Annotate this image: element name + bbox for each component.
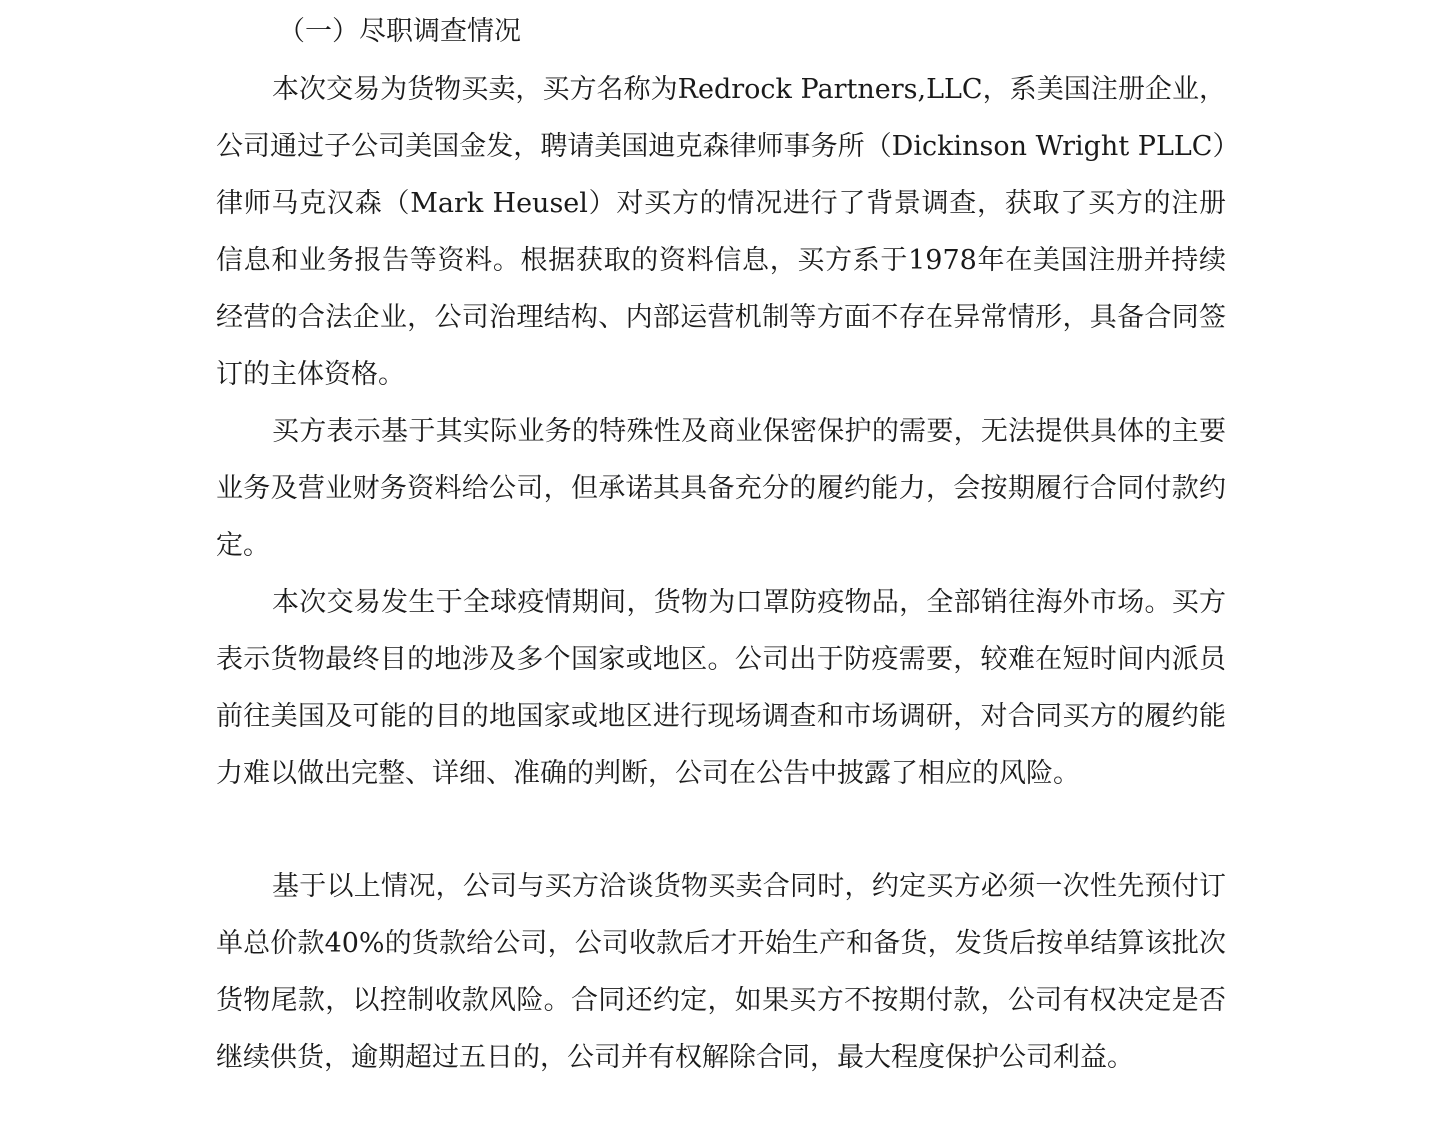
paragraph-pandemic-context: 本次交易发生于全球疫情期间，货物为口罩防疫物品，全部销往海外市场。买方表示货物最终目的地涉及多个国家或地区。公司出于防疫需要，较难在短时间内派员前往美国及可能的目的地国家或地区进行现场调查和市场调研，对合同买方的履约能力难以做出完整、详细、准确的判断，公司在公告中披露了相应的风险。	[216, 587, 1226, 789]
paragraph-due-diligence: 本次交易为货物买卖，买方名称为Redrock Partners,LLC，系美国注册企业，公司通过子公司美国金发，聘请美国迪克森律师事务所（Dickinson Wright PLLC）律师马克汉森（Mark Heusel）对买方的情况进行了背景调查，获取了买方的注册信息和业务报告等资料。根据获取的资料信息，买方系于1978年在美国注册并持续经营的合法企业，公司治理结构、内部运营机制等方面不存在异常情形，具备合同签订的主体资格。	[216, 74, 1226, 390]
paragraph-payment-terms: 基于以上情况，公司与买方洽谈货物买卖合同时，约定买方必须一次性先预付订单总价款40%的货款给公司，公司收款后才开始生产和备货，发货后按单结算该批次货物尾款，以控制收款风险。合同还约定，如果买方不按期付款，公司有权决定是否继续供货，逾期超过五日的，公司并有权解除合同，最大程度保护公司利益。	[216, 871, 1226, 1073]
section-heading: （一）尽职调查情况	[278, 16, 521, 47]
document-page	[216, 0, 1226, 1127]
paragraph-buyer-statement: 买方表示基于其实际业务的特殊性及商业保密保护的需要，无法提供具体的主要业务及营业财务资料给公司，但承诺其具备充分的履约能力，会按期履行合同付款约定。	[216, 416, 1226, 561]
